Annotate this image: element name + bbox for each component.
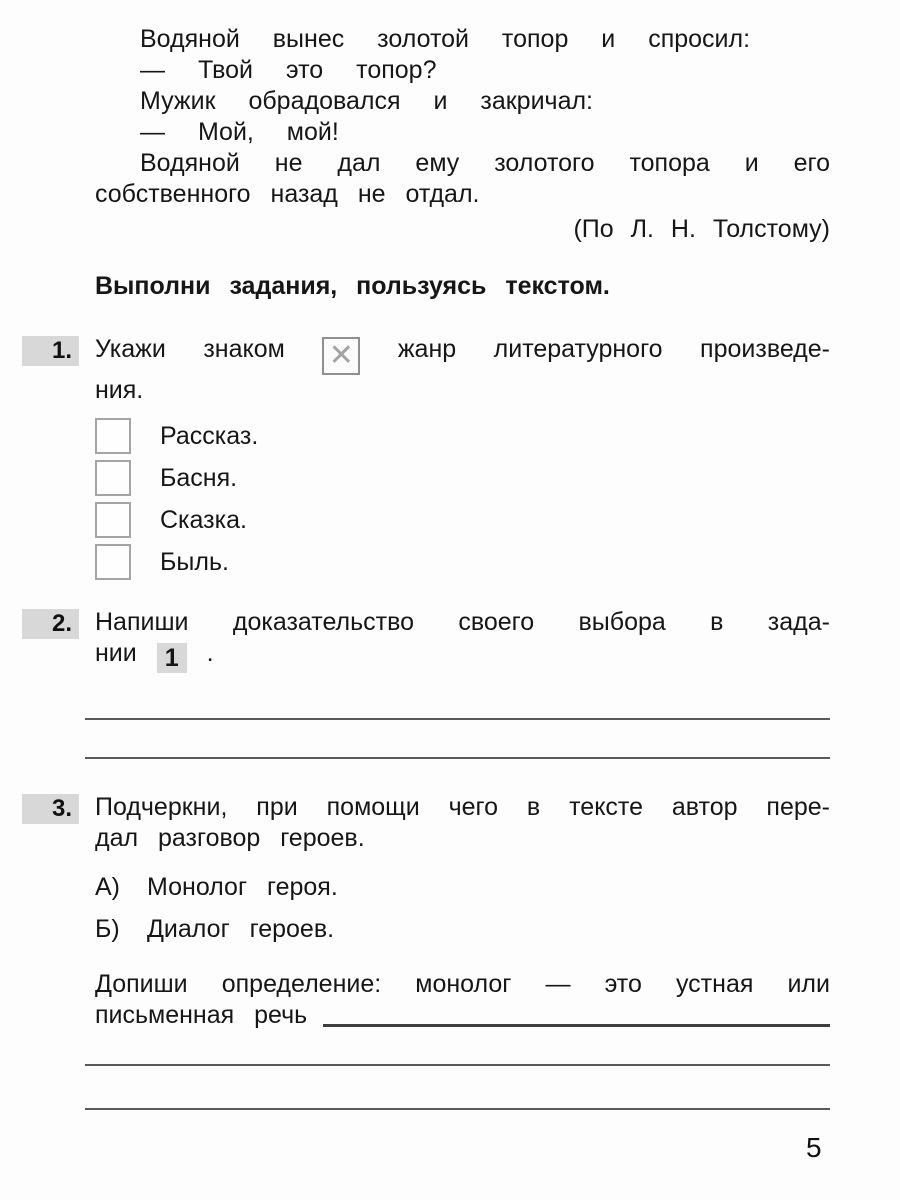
- option-text: Монолог героя.: [147, 873, 338, 901]
- answer-line[interactable]: [85, 1064, 830, 1066]
- story-line: собственного назад не отдал.: [95, 180, 480, 208]
- option-row: [95, 545, 258, 579]
- task3-option-b[interactable]: [95, 915, 334, 944]
- answer-line[interactable]: [85, 718, 830, 720]
- option-label: Сказка.: [160, 505, 247, 534]
- task3-line1: Подчеркни, при помощи чего в тексте автор пере-: [95, 793, 830, 821]
- story-line: Водяной не дал ему золотого топора и его: [140, 149, 830, 177]
- checkbox-skazka[interactable]: [95, 502, 131, 538]
- task1-options: [95, 419, 258, 587]
- checkbox-byl[interactable]: [95, 544, 131, 580]
- definition-line2-text: письменная речь: [95, 1001, 308, 1029]
- story-line: — Твой это топор?: [140, 56, 437, 84]
- definition-line1: Допиши определение: монолог — это устная или: [95, 970, 830, 998]
- task3-option-a[interactable]: [95, 873, 338, 902]
- answer-line[interactable]: [85, 757, 830, 759]
- checkbox-basnya[interactable]: [95, 460, 131, 496]
- task2-number-badge: 2.: [22, 609, 79, 639]
- task2-line2-after: .: [206, 639, 214, 667]
- task-ref-box: 1: [157, 643, 187, 673]
- story-line: Мужик обрадовался и закричал:: [140, 87, 593, 115]
- x-mark-icon: ✕: [328, 339, 354, 372]
- task3-text: [95, 792, 830, 854]
- task1-line1-before: Укажи знаком: [95, 335, 285, 363]
- task1-text: [95, 334, 830, 406]
- task1-number-badge: 1.: [22, 336, 79, 366]
- option-label: Басня.: [160, 463, 238, 492]
- section-heading: Выполни задания, пользуясь текстом.: [95, 272, 610, 300]
- story-text: [95, 24, 830, 245]
- definition-line2: [95, 1000, 830, 1031]
- task2-text: [95, 607, 830, 673]
- task1-line1-after: жанр литературного произведе-: [397, 335, 830, 363]
- answer-line[interactable]: [323, 1024, 830, 1027]
- option-label: Быль.: [160, 547, 229, 576]
- task2-line2: [95, 638, 830, 673]
- option-text: Диалог героев.: [147, 915, 335, 943]
- definition-block: [95, 969, 830, 1031]
- task3-line2: дал разговор героев.: [95, 824, 365, 852]
- task2-line2-before: нии: [95, 639, 137, 667]
- answer-line[interactable]: [85, 1108, 830, 1110]
- option-row: [95, 419, 258, 453]
- page-number: 5: [806, 1132, 822, 1163]
- option-letter: Б): [95, 915, 120, 943]
- story-line: Водяной вынес золотой топор и спросил:: [140, 25, 751, 53]
- x-mark-sample-box: [322, 337, 360, 375]
- task1-line1: [95, 334, 830, 375]
- checkbox-rasskaz[interactable]: [95, 418, 131, 454]
- story-line: — Мой, мой!: [140, 118, 339, 146]
- option-label: Рассказ.: [160, 421, 259, 450]
- option-row: [95, 461, 258, 495]
- story-attribution: (По Л. Н. Толстому): [573, 215, 830, 243]
- task3-number-badge: 3.: [22, 794, 79, 824]
- task2-line1: Напиши доказательство своего выбора в зада-: [95, 608, 830, 636]
- option-letter: А): [95, 873, 120, 901]
- task1-line2: ния.: [95, 376, 144, 404]
- option-row: [95, 503, 258, 537]
